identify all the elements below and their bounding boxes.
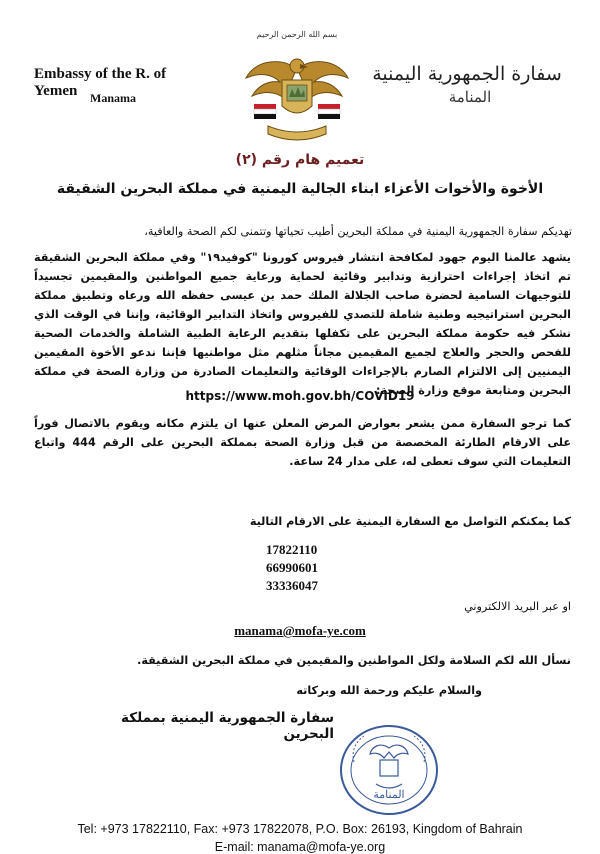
embassy-email-link[interactable]: manama@mofa-ye.com [234,623,366,638]
signature: سفارة الجمهورية اليمنية بمملكة البحرين [121,710,334,742]
closing-paragraph: نسأل الله لكم السلامة ولكل المواطنين والمقيمين في مملكة البحرين الشقيقة. [137,654,571,667]
embassy-english-name: Embassy of the R. of Yemen [34,66,167,99]
memo-heading: الأخوة والأخوات الأعزاء ابناء الجالية اليمنية في مملكة البحرين الشقيقة [56,181,544,197]
footer-email-line: E-mail: manama@mofa-ye.org [214,840,386,854]
salutation: والسلام عليكم ورحمة الله وبركاته [296,684,482,697]
phone-list [266,541,386,595]
phone-number: 66990601 [266,560,318,575]
stamp-text: المنامة [373,788,405,801]
memo-title: تعميم هام رقم (٢) [235,152,365,168]
greeting-paragraph: تهديكم سفارة الجمهورية اليمنية في مملكة البحرين أطيب تحياتها وتتمنى لكم الصحة والعافية، [144,225,572,238]
embassy-english-city: Manama [90,91,136,105]
footer-contact-line: Tel: +973 17822110, Fax: +973 17822078, P.O. Box: 26193, Kingdom of Bahrain [77,822,523,836]
embassy-arabic-name: سفارة الجمهورية اليمنية [372,63,562,85]
moh-covid-link[interactable]: https://www.moh.gov.bh/COVID19 [185,389,415,403]
body-paragraph-1: يشهد عالمنا اليوم جهود لمكافحة انتشار فيروس كورونا "كوفيد١٩" وفي مملكة البحرين الشقيقة تم اتخاذ إجراءات احترازية وتدابير وقائية لحماية ورعاية جميع المواطنين والمقيمين تجسيداً للتوجيهات السامية لحضرة صاحب الجلالة الملك حمد بن عيسى حفظه الله ورعاه وتطبيق مملكة البحرين استراتيجيه وطنية شاملة للتصدي للفيروس واتخاذ التدابير الوقائية، وإننا في الوقت الذي نشكر فيه حكومة مملكة البحرين على تكفلها بتقديم الرعاية الطبية الشاملة والخدمات الصحية للفحص والحجر والعلاج لجميع المقيمين مجاناً مثلهم مثل مواطنيها فإننا ندعو الأخوة المقيمين اليمنيين إلى الالتزام الصارم بالإجراءات الوقائية والتعليمات الصادرة من وزارة الصحة في مملكة البحرين ومتابعة موقع وزارة الصحة: [34,251,571,397]
embassy-stamp-icon [336,722,442,818]
embassy-arabic-city: المنامة [448,88,492,106]
body-paragraph-2: كما ترجو السفارة ممن يشعر بعوارض المرض المعلن عنها ان يلتزم مكانه ويقوم بالاتصال فوراً على الارقام الطارئة المخصصة من قبل وزارة الصحة بمملكة البحرين على الرقم 444 واتباع التعليمات التي سوف تعطى له، على مدار 24 ساعة. [34,417,572,468]
bismillah-calligraphy: بسم الله الرحمن الرحيم [256,30,338,39]
yemen-eagle-emblem-icon [242,48,352,146]
contact-intro: كما يمكنكم التواصل مع السفارة اليمنية على الارقام التالية [249,515,571,528]
email-intro: او عبر البريد الالكتروني [464,600,571,613]
phone-number: 33336047 [266,578,318,593]
phone-number: 17822110 [266,542,318,557]
